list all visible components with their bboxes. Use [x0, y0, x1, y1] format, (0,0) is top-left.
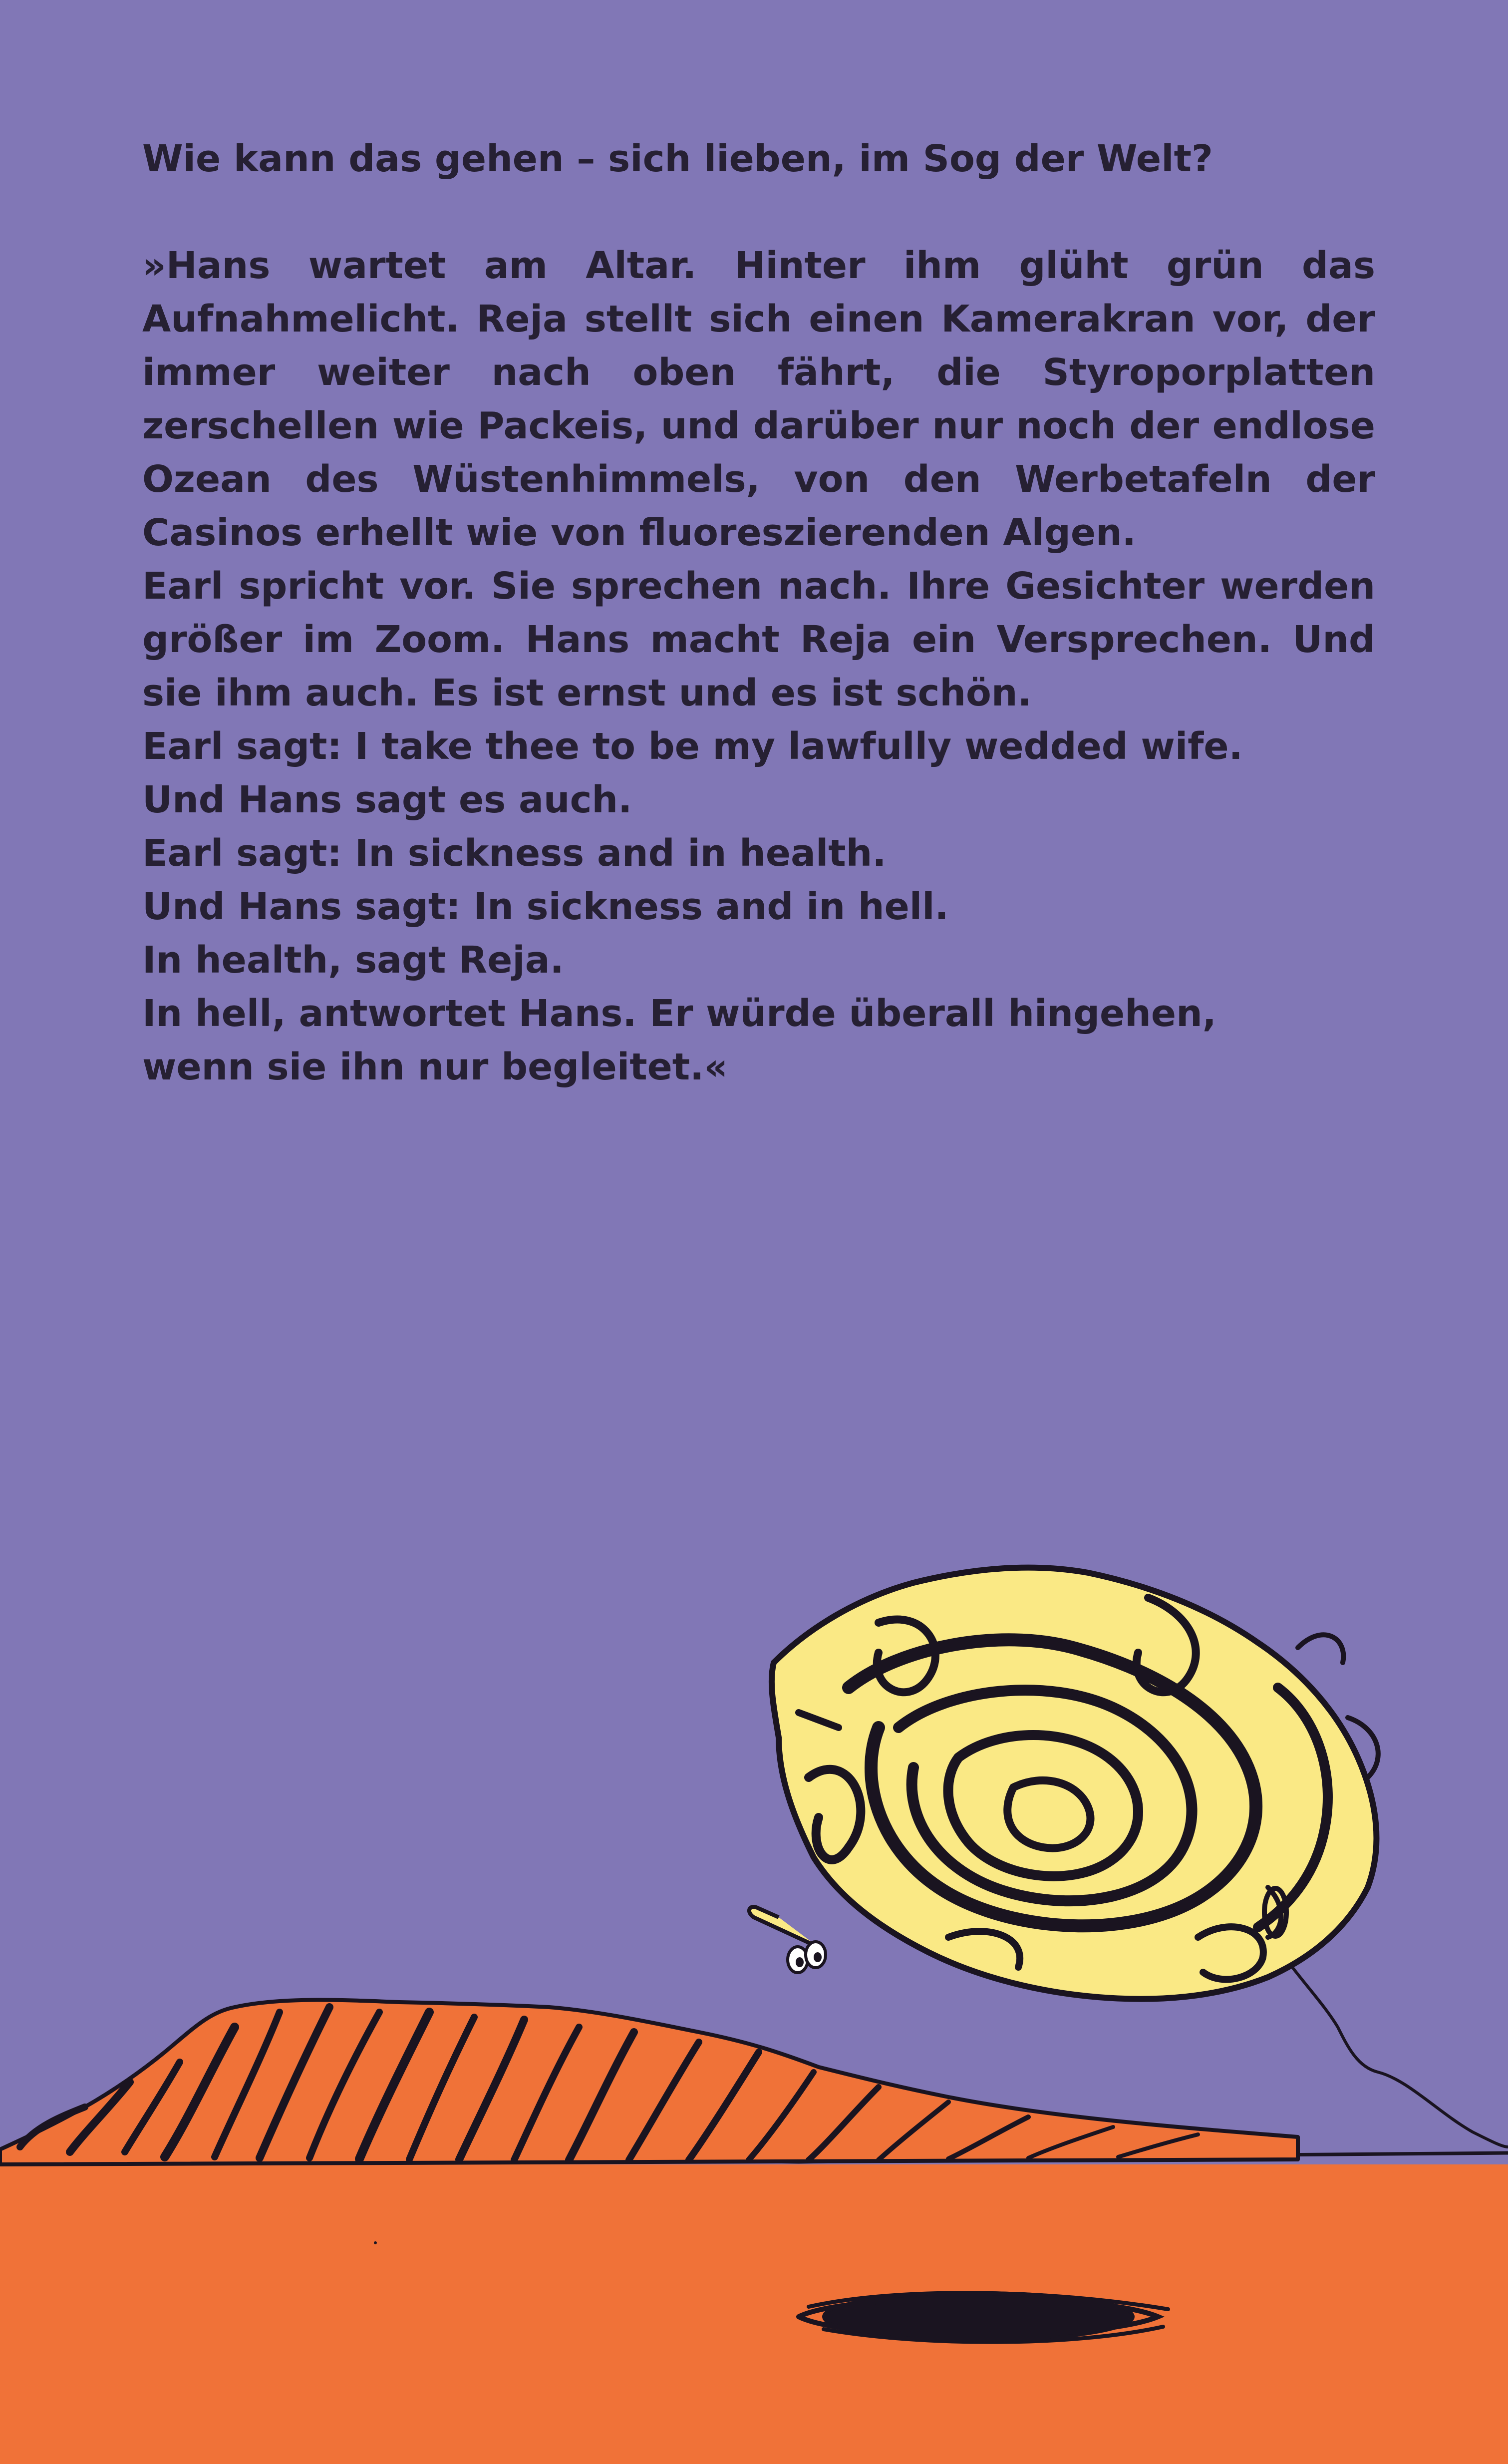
ground-speck [374, 2241, 377, 2244]
text-block [142, 132, 1375, 1094]
tether-line [1278, 1947, 1508, 2147]
desert-ground [0, 2164, 1508, 2464]
dialogue-line: Und Hans sagt es auch. [142, 778, 632, 821]
dialogue-line: wenn sie ihn nur begleitet.« [142, 1046, 728, 1088]
dialogue-line: Earl sagt: I take thee to be my lawfully wedded wife. [142, 725, 1243, 768]
paragraph: »Hans wartet am Altar. Hinter ihm glüht grün das Aufnahmelicht. Reja stellt sich einen Kamerakran vor, der immer weiter nach oben fährt, die Styroporplatten zerschellen wie Packeis, und darüber nur noch der endlose Ozean des Wüstenhimmels, von den Werbetafeln der Casinos erhellt wie von fluoreszierenden Algen. [142, 244, 1375, 554]
tumbleweed [749, 1568, 1378, 1999]
dialogue-line: In health, sagt Reja. [142, 939, 564, 982]
mesa [0, 2000, 1298, 2164]
dialogue-line: In hell, antwortet Hans. Er würde überall hingehen, [142, 992, 1216, 1035]
twig [749, 1907, 819, 1947]
heading: Wie kann das gehen – sich lieben, im Sog der Welt? [142, 137, 1213, 180]
eyes [788, 1942, 826, 1973]
desert-illustration [0, 1498, 1508, 2464]
shadow [799, 2293, 1168, 2342]
dialogue-line: Earl sagt: In sickness and in health. [142, 832, 887, 875]
paragraph: Earl spricht vor. Sie sprechen nach. Ihre Gesichter werden größer im Zoom. Hans macht Reja ein Versprechen. Und sie ihm auch. Es ist ernst und es ist schön. [142, 565, 1375, 714]
dialogue-line: Und Hans sagt: In sickness and in hell. [142, 885, 949, 928]
